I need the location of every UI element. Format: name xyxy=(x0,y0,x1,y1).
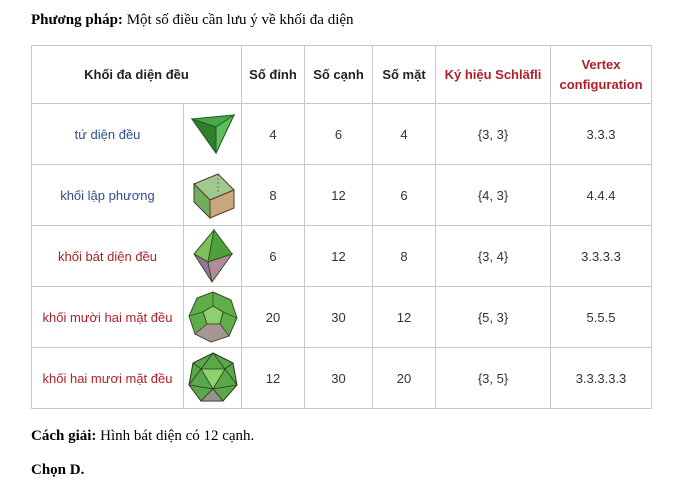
row-name: tứ diện đều xyxy=(32,104,184,165)
row-edges: 30 xyxy=(305,348,373,409)
row-schlafli: {3, 3} xyxy=(436,104,551,165)
cube-icon xyxy=(184,165,242,226)
method-line xyxy=(31,12,354,29)
header-polyhedron: Khối đa diện đều xyxy=(32,46,242,104)
row-edges: 12 xyxy=(305,165,373,226)
row-name: khối bát diện đều xyxy=(32,226,184,287)
table-row xyxy=(32,287,652,348)
row-config: 3.3.3 xyxy=(551,104,652,165)
row-config: 5.5.5 xyxy=(551,287,652,348)
row-faces: 6 xyxy=(373,165,436,226)
tetrahedron-icon xyxy=(184,104,242,165)
solution-line xyxy=(31,428,254,445)
table-row xyxy=(32,348,652,409)
header-faces: Số mặt xyxy=(373,46,436,104)
row-vertices: 20 xyxy=(242,287,305,348)
row-name: khối mười hai mặt đều xyxy=(32,287,184,348)
header-vertices: Số đỉnh xyxy=(242,46,305,104)
header-vertex-config xyxy=(551,46,652,104)
row-edges: 12 xyxy=(305,226,373,287)
row-edges: 6 xyxy=(305,104,373,165)
header-edges: Số cạnh xyxy=(305,46,373,104)
row-faces: 8 xyxy=(373,226,436,287)
row-faces: 12 xyxy=(373,287,436,348)
row-vertices: 8 xyxy=(242,165,305,226)
dodecahedron-icon xyxy=(184,287,242,348)
row-vertices: 4 xyxy=(242,104,305,165)
octahedron-icon xyxy=(184,226,242,287)
row-name: khối hai mươi mặt đều xyxy=(32,348,184,409)
row-schlafli: {5, 3} xyxy=(436,287,551,348)
table-header-row xyxy=(32,46,652,104)
table-row xyxy=(32,226,652,287)
row-vertices: 6 xyxy=(242,226,305,287)
polyhedra-table xyxy=(31,45,652,409)
row-schlafli: {3, 4} xyxy=(436,226,551,287)
row-schlafli: {3, 5} xyxy=(436,348,551,409)
header-schlafli: Ký hiệu Schläfli xyxy=(436,46,551,104)
row-faces: 4 xyxy=(373,104,436,165)
row-config: 3.3.3.3.3 xyxy=(551,348,652,409)
method-label: Phương pháp: xyxy=(31,12,123,28)
header-vertex-config-text: Vertex configuration xyxy=(559,56,643,92)
table-row xyxy=(32,104,652,165)
row-faces: 20 xyxy=(373,348,436,409)
method-text: Một số điều cần lưu ý về khối đa diện xyxy=(122,12,354,28)
row-vertices: 12 xyxy=(242,348,305,409)
solution-label: Cách giải: xyxy=(31,428,97,444)
row-config: 3.3.3.3 xyxy=(551,226,652,287)
solution-text: Hình bát diện có 12 cạnh. xyxy=(96,428,255,444)
answer-line: Chọn D. xyxy=(31,462,85,478)
row-edges: 30 xyxy=(305,287,373,348)
row-schlafli: {4, 3} xyxy=(436,165,551,226)
icosahedron-icon xyxy=(184,348,242,409)
row-config: 4.4.4 xyxy=(551,165,652,226)
table-row xyxy=(32,165,652,226)
row-name: khối lập phương xyxy=(32,165,184,226)
